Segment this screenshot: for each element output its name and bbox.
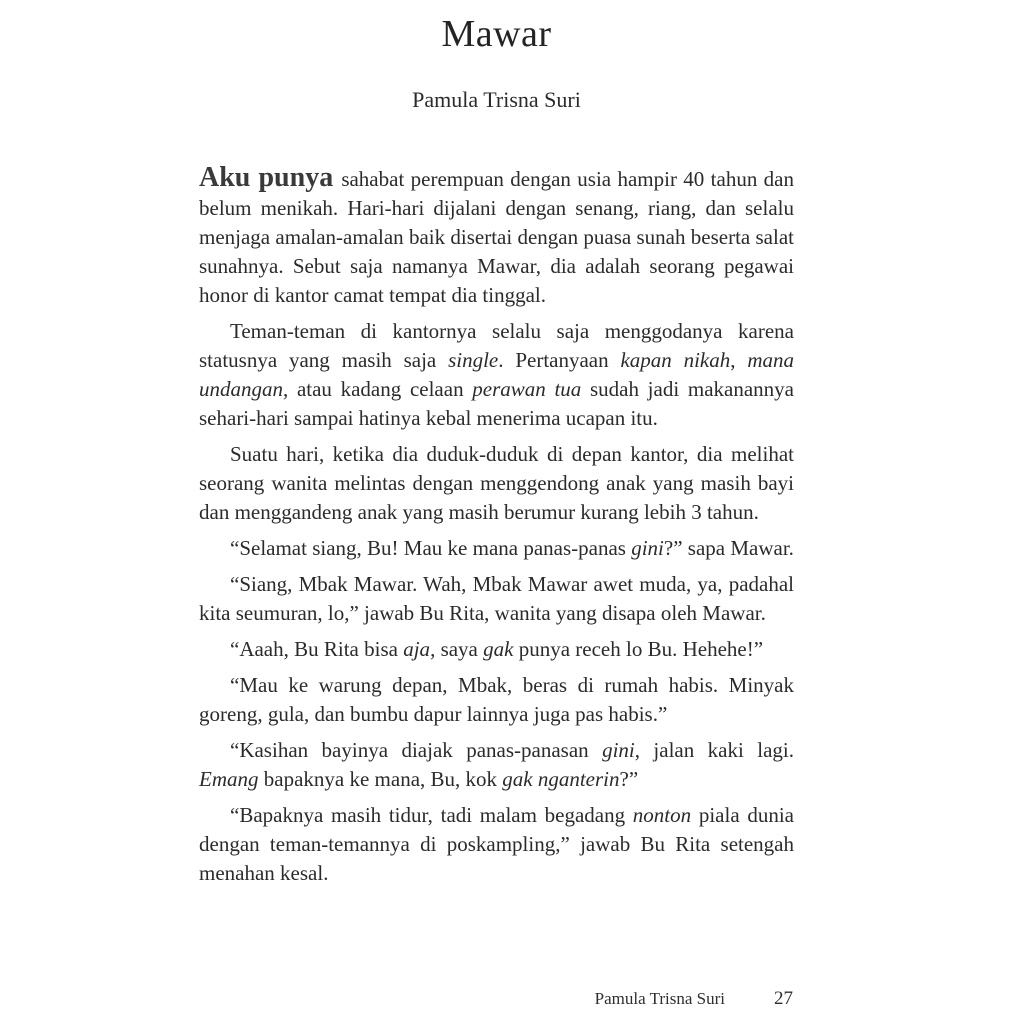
- italic-text-run: Emang: [199, 767, 259, 791]
- book-page: [199, 0, 794, 888]
- page-number: 27: [774, 988, 793, 1009]
- italic-text-run: gak: [483, 637, 514, 661]
- text-run: , atau kadang celaan: [283, 377, 473, 401]
- text-run: , saya: [430, 637, 484, 661]
- text-run: “Bapaknya masih tidur, tadi malam begadang: [230, 803, 633, 827]
- paragraph: [199, 440, 794, 527]
- paragraph: [199, 163, 794, 310]
- text-run: piala dunia dengan teman-temannya di poskampling,” jawab Bu Rita setengah menahan kesal.: [199, 803, 794, 885]
- paragraph: [199, 534, 794, 563]
- italic-text-run: aja: [403, 637, 431, 661]
- page-footer: [0, 988, 793, 1010]
- text-run: . Pertanyaan: [498, 348, 621, 372]
- italic-text-run: single: [448, 348, 499, 372]
- italic-text-run: gak nganterin: [502, 767, 620, 791]
- text-run: ,: [730, 348, 748, 372]
- paragraph: [199, 736, 794, 794]
- paragraph: [199, 671, 794, 729]
- italic-text-run: nonton: [632, 803, 692, 827]
- text-run: “Mau ke warung depan, Mbak, beras di rumah habis. Minyak goreng, gula, dan bumbu dapur lainnya juga pas habis.”: [199, 673, 794, 726]
- italic-text-run: gini: [602, 738, 635, 762]
- paragraph: [199, 635, 794, 664]
- text-run: sudah jadi makanannya sehari-hari sampai hatinya kebal menerima ucapan itu.: [199, 377, 794, 430]
- paragraph: [199, 570, 794, 628]
- footer-author: Pamula Trisna Suri: [594, 989, 725, 1008]
- text-run: ?” sapa Mawar.: [663, 536, 794, 560]
- italic-text-run: gini: [631, 536, 664, 560]
- italic-text-run: mana undangan: [199, 348, 794, 401]
- text-run: , jalan kaki lagi.: [634, 738, 794, 762]
- text-run: “Siang, Mbak Mawar. Wah, Mbak Mawar awet muda, ya, padahal kita seumuran, lo,” jawab Bu Rita, wanita yang disapa oleh Mawar.: [199, 572, 794, 625]
- text-run: ?”: [619, 767, 639, 791]
- story-content: [199, 163, 794, 888]
- paragraph: [199, 317, 794, 433]
- author-byline: Pamula Trisna Suri: [412, 87, 581, 112]
- page-title: Mawar: [441, 13, 552, 55]
- text-run: sahabat perempuan dengan usia hampir 40 tahun dan belum menikah. Hari-hari dijalani dengan senang, riang, dan selalu menjaga amalan-amalan baik disertai dengan puasa sunah beserta salat sunahnya. Sebut saja namanya Mawar, dia adalah seorang pegawai honor di kantor camat tempat dia tinggal.: [199, 167, 795, 307]
- text-run: “Kasihan bayinya diajak panas-panasan: [230, 738, 603, 762]
- paragraph: [199, 801, 794, 888]
- lead-text: Aku punya: [199, 162, 342, 193]
- text-run: Suatu hari, ketika dia duduk-duduk di depan kantor, dia melihat seorang wanita melintas dengan menggendong anak yang masih bayi dan menggandeng anak yang masih berumur kurang lebih 3 tahun.: [199, 442, 794, 524]
- italic-text-run: perawan tua: [472, 377, 582, 401]
- text-run: “Aaah, Bu Rita bisa: [230, 637, 404, 661]
- text-run: “Selamat siang, Bu! Mau ke mana panas-panas: [230, 536, 632, 560]
- text-run: punya receh lo Bu. Hehehe!”: [513, 637, 764, 661]
- text-run: Teman-teman di kantornya selalu saja menggodanya karena statusnya yang masih saja: [199, 319, 794, 372]
- italic-text-run: kapan nikah: [620, 348, 731, 372]
- text-run: bapaknya ke mana, Bu, kok: [258, 767, 503, 791]
